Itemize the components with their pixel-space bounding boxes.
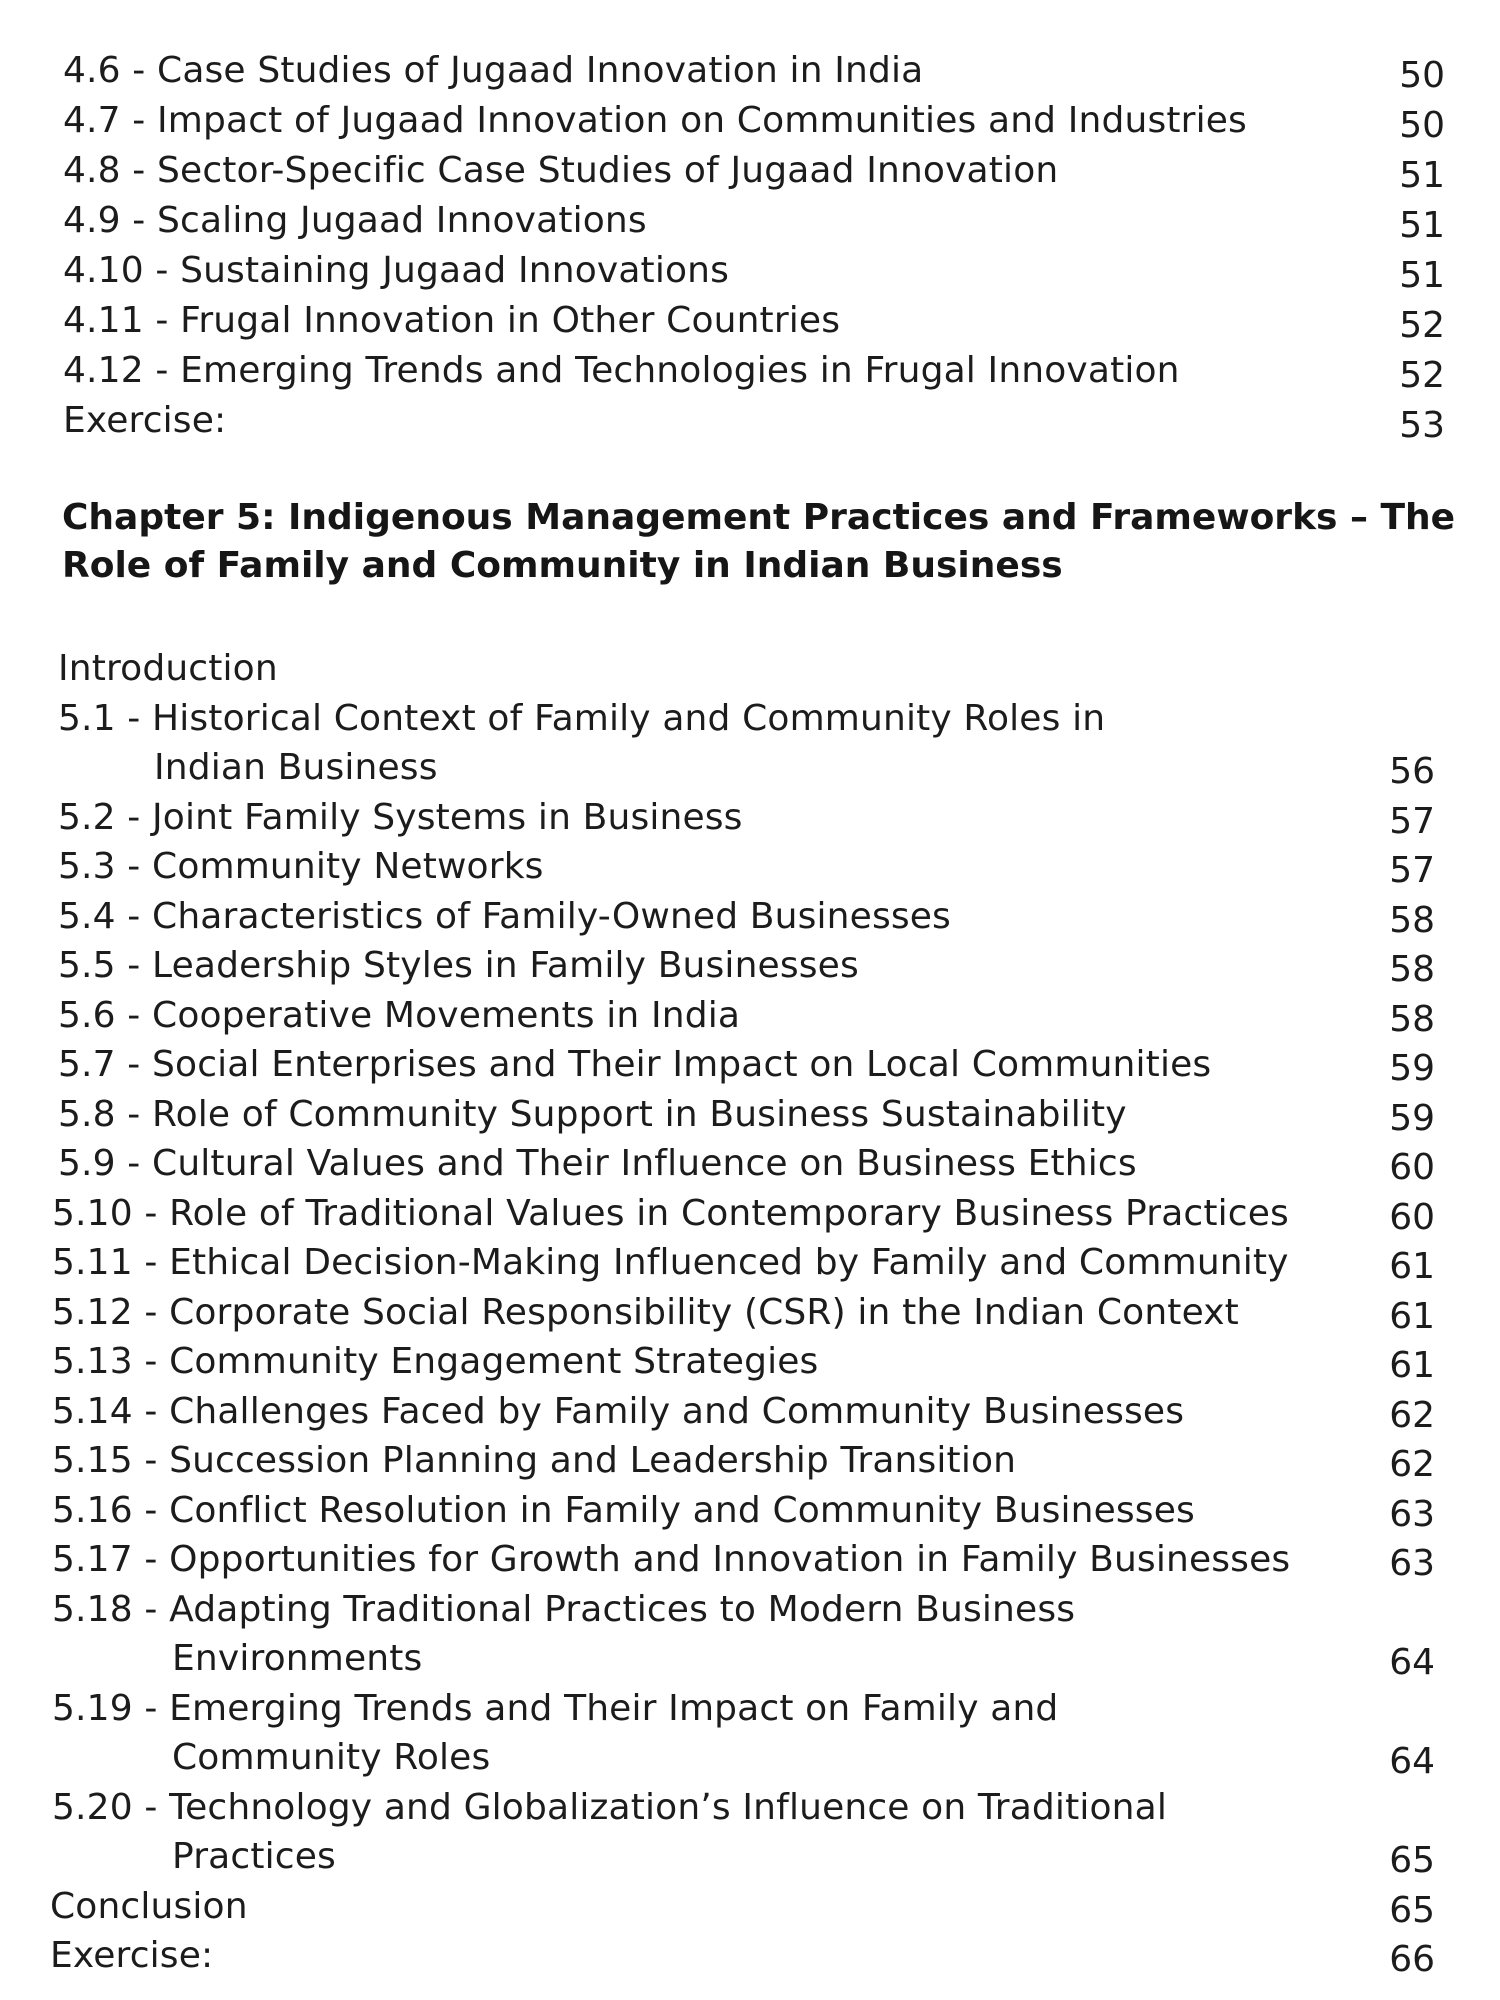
toc-entry[interactable] <box>0 1387 1500 1437</box>
toc-entry-page: 62 <box>1389 1394 1435 1436</box>
toc-entry[interactable] <box>0 1040 1500 1090</box>
toc-entry[interactable] <box>0 1090 1500 1140</box>
toc-entry-label: Exercise: <box>63 400 227 441</box>
toc-entry-page: 59 <box>1389 1048 1435 1089</box>
toc-entry-label-line-1: 5.20 - Technology and Globalization’s Influence on Traditional <box>52 1786 1167 1828</box>
toc-entry-label: 4.12 - Emerging Trends and Technologies in Frugal Innovation <box>63 350 1180 391</box>
toc-entry-page: 61 <box>1389 1295 1435 1337</box>
section-4-entries <box>0 46 1500 446</box>
toc-entry-page: 51 <box>1399 204 1445 246</box>
toc-entry-page: 60 <box>1389 1147 1435 1188</box>
toc-entry-page: 64 <box>1389 1642 1435 1683</box>
toc-entry-label: Conclusion <box>50 1885 248 1927</box>
toc-entry-page: 50 <box>1399 104 1445 146</box>
chapter-5-entries <box>0 644 1500 1981</box>
toc-entry[interactable] <box>0 793 1500 843</box>
toc-entry-label <box>52 1783 1167 1882</box>
toc-entry[interactable] <box>0 1139 1500 1189</box>
toc-entry[interactable] <box>0 46 1500 96</box>
toc-entry-label-line-2: Indian Business <box>154 747 438 788</box>
toc-entry-page: 61 <box>1389 1345 1435 1386</box>
toc-entry-label: 5.2 - Joint Family Systems in Business <box>58 796 743 838</box>
toc-entry-page: 59 <box>1389 1097 1435 1139</box>
toc-entry[interactable] <box>0 1288 1500 1338</box>
toc-entry[interactable] <box>0 842 1500 892</box>
toc-entry[interactable] <box>0 1436 1500 1486</box>
toc-entry-label: 5.13 - Community Engagement Strategies <box>52 1341 819 1382</box>
toc-entry-page: 53 <box>1399 404 1445 446</box>
toc-entry-label: 5.9 - Cultural Values and Their Influence on Business Ethics <box>58 1143 1137 1184</box>
toc-entry-label <box>52 1585 1075 1684</box>
toc-entry[interactable] <box>0 892 1500 942</box>
toc-entry[interactable] <box>0 991 1500 1041</box>
toc-entry[interactable] <box>0 1585 1500 1684</box>
toc-entry-label-line-2: Community Roles <box>172 1737 491 1778</box>
toc-entry-label: 5.16 - Conflict Resolution in Family and Community Businesses <box>52 1489 1195 1531</box>
toc-entry-page: 60 <box>1389 1196 1435 1238</box>
toc-entry-label: 5.12 - Corporate Social Responsibility (CSR) in the Indian Context <box>52 1291 1239 1333</box>
toc-entry-label <box>58 694 1105 793</box>
toc-entry-page: 52 <box>1399 354 1445 396</box>
toc-entry-page: 62 <box>1389 1444 1435 1485</box>
toc-entry-label: 5.5 - Leadership Styles in Family Businesses <box>58 945 859 986</box>
toc-entry[interactable] <box>0 1486 1500 1536</box>
toc-entry-page: 63 <box>1389 1543 1435 1584</box>
chapter-heading-line-1: Chapter 5: Indigenous Management Practices and Frameworks – The <box>62 497 1456 538</box>
toc-entry-label: 5.14 - Challenges Faced by Family and Community Businesses <box>52 1390 1185 1432</box>
toc-entry[interactable] <box>0 1189 1500 1239</box>
toc-entry-label-line-1: 5.18 - Adapting Traditional Practices to Modern Business <box>52 1588 1076 1630</box>
toc-entry[interactable] <box>0 1783 1500 1882</box>
toc-entry[interactable] <box>0 1238 1500 1288</box>
toc-entry[interactable] <box>0 246 1500 296</box>
toc-entry-page: 61 <box>1389 1246 1435 1287</box>
toc-entry-label-line-1: 5.1 - Historical Context of Family and Community Roles in <box>58 697 1106 739</box>
toc-entry-label: Exercise: <box>50 1935 214 1976</box>
toc-entry-page: 51 <box>1399 154 1445 196</box>
toc-entry-page: 56 <box>1389 751 1435 792</box>
toc-entry-label: 5.8 - Role of Community Support in Business Sustainability <box>58 1093 1127 1135</box>
toc-entry-label: 4.7 - Impact of Jugaad Innovation on Communities and Industries <box>63 100 1247 141</box>
toc-entry-label: 4.9 - Scaling Jugaad Innovations <box>63 200 647 241</box>
toc-entry[interactable] <box>0 1337 1500 1387</box>
toc-entry-page: 51 <box>1399 254 1445 296</box>
toc-entry[interactable] <box>0 96 1500 146</box>
toc-entry-label-line-2: Practices <box>172 1836 336 1877</box>
toc-entry-page: 64 <box>1389 1741 1435 1782</box>
toc-entry-page: 58 <box>1389 899 1435 941</box>
toc-entry-label: 5.15 - Succession Planning and Leadership Transition <box>52 1440 1017 1481</box>
toc-entry-label: 5.4 - Characteristics of Family-Owned Businesses <box>58 895 951 937</box>
toc-entry-page: 65 <box>1389 1889 1435 1931</box>
toc-entry[interactable] <box>0 146 1500 196</box>
chapter-heading-line-2: Role of Family and Community in Indian Business <box>62 545 1063 586</box>
toc-entry-label: 4.11 - Frugal Innovation in Other Countries <box>63 300 841 341</box>
toc-entry-label: 5.7 - Social Enterprises and Their Impact on Local Communities <box>58 1044 1212 1085</box>
toc-entry-page: 52 <box>1399 304 1445 346</box>
toc-entry-label: 5.11 - Ethical Decision-Making Influenced by Family and Community <box>52 1242 1289 1283</box>
toc-entry-label: 5.6 - Cooperative Movements in India <box>58 994 741 1036</box>
toc-entry-page: 58 <box>1389 949 1435 990</box>
toc-entry-page: 65 <box>1389 1840 1435 1881</box>
toc-entry[interactable] <box>0 296 1500 346</box>
toc-entry-page: 66 <box>1389 1939 1435 1980</box>
toc-entry[interactable] <box>0 1684 1500 1783</box>
toc-entry[interactable] <box>0 196 1500 246</box>
toc-entry-introduction[interactable] <box>0 644 1500 694</box>
toc-entry-label-line-1: 5.19 - Emerging Trends and Their Impact on Family and <box>52 1687 1059 1729</box>
toc-entry[interactable] <box>0 1535 1500 1585</box>
toc-entry-label: 4.10 - Sustaining Jugaad Innovations <box>63 250 730 291</box>
toc-entry-label: 4.6 - Case Studies of Jugaad Innovation in India <box>63 50 924 91</box>
toc-entry-label: 4.8 - Sector-Specific Case Studies of Jugaad Innovation <box>63 150 1059 191</box>
toc-entry-label-line-2: Environments <box>172 1638 423 1679</box>
toc-entry-exercise[interactable] <box>0 396 1500 446</box>
toc-entry-page: 57 <box>1389 800 1435 842</box>
toc-entry-page: 63 <box>1389 1493 1435 1535</box>
toc-entry-conclusion[interactable] <box>0 1882 1500 1932</box>
toc-entry-label <box>52 1684 1058 1783</box>
toc-entry[interactable] <box>0 941 1500 991</box>
toc-entry-page: 57 <box>1389 850 1435 891</box>
toc-entry-label: 5.10 - Role of Traditional Values in Contemporary Business Practices <box>52 1192 1289 1234</box>
toc-entry-label: 5.17 - Opportunities for Growth and Innovation in Family Businesses <box>52 1539 1291 1580</box>
toc-entry-page: 50 <box>1399 54 1445 96</box>
toc-entry-label: Introduction <box>58 648 278 689</box>
chapter-heading <box>62 494 1482 590</box>
toc-entry[interactable] <box>0 346 1500 396</box>
toc-entry-label: 5.3 - Community Networks <box>58 846 544 887</box>
toc-entry[interactable] <box>0 694 1500 793</box>
toc-entry-page: 58 <box>1389 998 1435 1040</box>
toc-entry-exercise[interactable] <box>0 1931 1500 1981</box>
